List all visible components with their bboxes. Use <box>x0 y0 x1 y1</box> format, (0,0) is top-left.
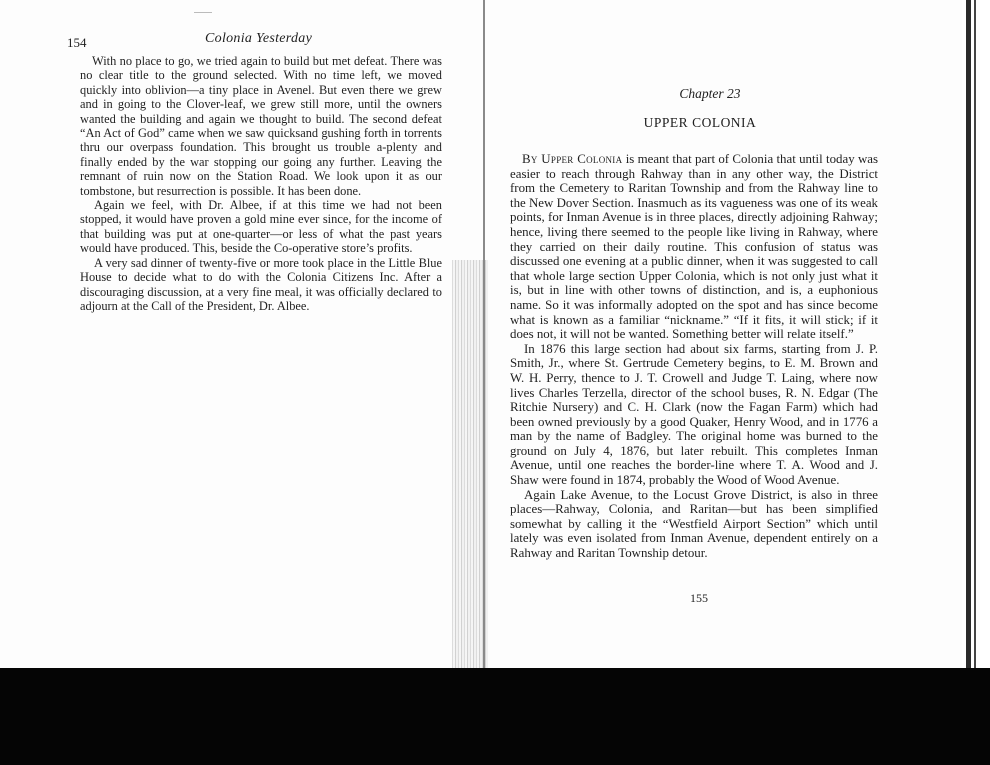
chapter-label: Chapter 23 <box>679 86 741 101</box>
top-mark <box>194 12 212 13</box>
left-paragraph-1: With no place to go, we tried again to build but met defeat. There was no clear title to the ground selected. With no time left, we moved quickly into oblivion—a tiny place in Avenel. But even there we grew and in going to the Clover-leaf, we grew still more, until the owners wanted the building and again we thought to build. The second defeat “An Act of God” came when we saw quicksand gushing forth in torrents thru our overpass foundation. This brought us trouble a-plenty and finally ended by the war stopping our going any further. Leaving the remnant of ruin now on the Station Road. We look upon it as our tombstone, but resurrection is possible. It has been done. <box>80 54 442 198</box>
left-page-text <box>80 54 442 313</box>
chapter-title: UPPER COLONIA <box>643 115 757 130</box>
right-page-text <box>510 152 878 561</box>
page-edge <box>962 0 990 668</box>
lead-in: By Upper Colonia <box>522 152 623 166</box>
left-page <box>0 0 480 668</box>
book-spine-line <box>483 0 485 668</box>
scanner-background <box>0 668 990 765</box>
right-paragraph-1 <box>510 152 878 342</box>
page-number-left: 154 <box>67 35 87 50</box>
page-number-right: 155 <box>690 591 708 605</box>
right-paragraph-2: In 1876 this large section had about six farms, starting from J. P. Smith, Jr., where St. Gertrude Cemetery begins, to E. M. Brown and W. H. Perry, thence to J. T. Crowell and Judge T. Laing, where now lives Charles Terzella, director of the school buses, R. N. Edgar (The Ritchie Nursery) and C. H. Clark (now the Fagan Farm) which had been owned previously by a good Quaker, Henry Wood, and in 1776 a man by the name of Badgley. The original home was burned to the ground on July 4, 1876, but later rebuilt. This completes Inman Avenue, until one reaches the border-line where T. A. Wood and J. Shaw were found in 1874, probably the Wood of Wood Avenue. <box>510 341 878 488</box>
right-paragraph-3: Again Lake Avenue, to the Locust Grove District, is also in three places—Rahway, Colonia, and Raritan—but has been simplified somewhat by calling it the “Westfield Airport Section” which until lately was even isolated from Inman Avenue, dependent entirely on a Rahway and Raritan Township detour. <box>510 487 878 561</box>
left-paragraph-2: Again we feel, with Dr. Albee, if at this time we had not been stopped, it would have proven a gold mine ever since, for the income of that building was put at one-quarter—or less of what the past years would have produced. This, beside the Co-operative store’s profits. <box>80 198 442 256</box>
left-paragraph-3: A very sad dinner of twenty-five or more took place in the Little Blue House to decide what to do with the Colonia Citizens Inc. After a discouraging discussion, at a very fine meal, it was officially declared to adjourn at the Call of the President, Dr. Albee. <box>80 255 442 313</box>
running-head: Colonia Yesterday <box>205 31 313 46</box>
right-paragraph-1-body: is meant that part of Colonia that until today was easier to reach through Rahway than in any other way, the District from the Cemetery to Raritan Township and from the Rahway line to the New Dover Section. Inasmuch as its vagueness was one of its weak points, for Inman Avenue is in three places, directly adjoining Rahway; hence, living there seemed to the people like living in Rahway, where they carried on their daily routine. This confusion of status was discussed one evening at a public dinner, when it was suggested to call that whole large section Upper Colonia, which is not only just what it is, but in line with other towns of distinction, and is, a euphonious name. So it was informally adopted on the spot and has since become what is known as a familiar “nickname.” “If it fits, it will stick; if it does not, it will not be wanted. Something better will relate itself.” <box>510 152 878 342</box>
